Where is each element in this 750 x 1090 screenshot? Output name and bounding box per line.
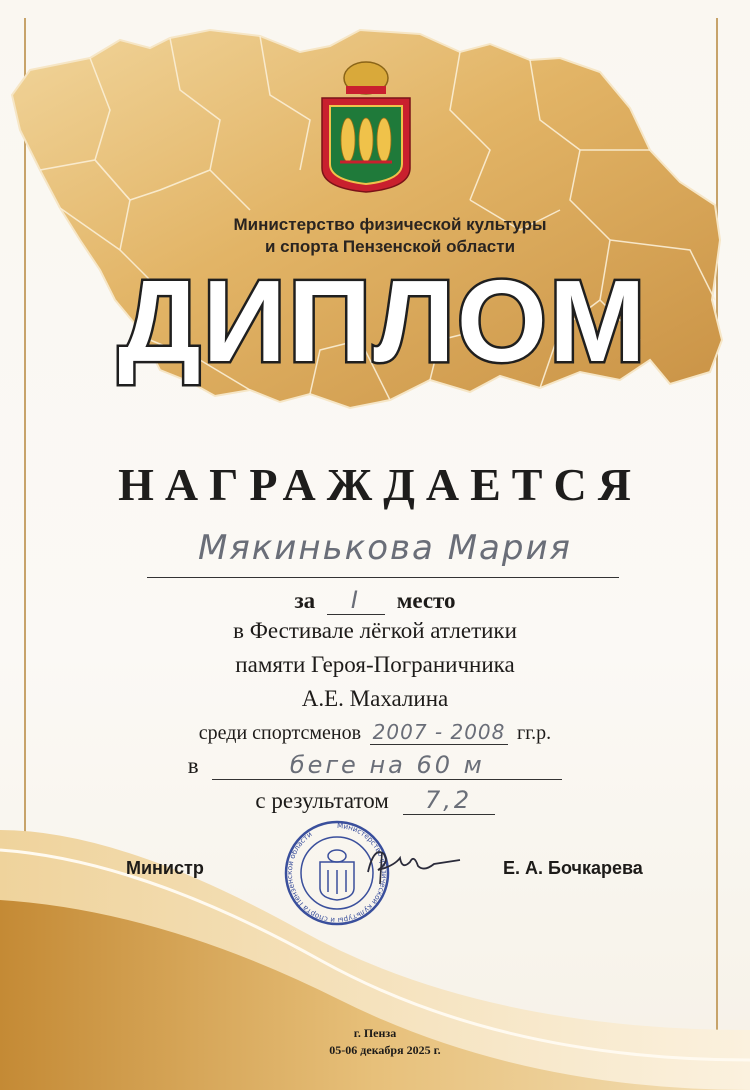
place-value: I [327, 586, 385, 615]
discipline-value: беге на 60 м [212, 751, 562, 780]
discipline-row [0, 751, 750, 780]
stamp-emblem-icon [320, 850, 354, 900]
stamp-ring-text: Министерство физической культуры и спорта Пензенской области [284, 820, 389, 926]
result-prefix: с результатом [255, 788, 389, 813]
place-prefix: за [294, 588, 316, 613]
among-prefix: среди спортсменов [198, 722, 362, 744]
festival-line-1: в Фестивале лёгкой атлетики [233, 618, 517, 643]
festival-line-3: А.Е. Махалина [301, 686, 449, 711]
minister-label: Министр [126, 858, 204, 878]
place-row [0, 586, 750, 615]
place-suffix: место [396, 588, 456, 613]
coat-of-arms-icon [318, 58, 414, 194]
diploma-title: ДИПЛОМ [118, 256, 648, 386]
among-row [0, 720, 750, 745]
among-years: 2007 - 2008 [370, 720, 508, 745]
date-label: 05-06 декабря 2025 г. [329, 1043, 441, 1057]
ministry-heading [160, 214, 620, 258]
minister-name: Е. А. Бочкарева [503, 858, 643, 878]
city-label: г. Пенза [353, 1026, 397, 1040]
ministry-line-2: и спорта Пензенской области [264, 237, 516, 256]
festival-line-2: памяти Героя-Пограничника [235, 652, 515, 677]
discipline-prefix: в [187, 753, 199, 778]
recipient-name: Мякинькова Мария [197, 528, 572, 568]
result-value: 7,2 [403, 786, 495, 815]
among-suffix: гг.р. [517, 722, 552, 744]
minister-signature [364, 840, 464, 890]
ministry-line-1: Министерство физической культуры [233, 215, 547, 234]
awarded-heading: НАГРАЖДАЕТСЯ [118, 459, 642, 510]
name-underline [147, 577, 619, 578]
